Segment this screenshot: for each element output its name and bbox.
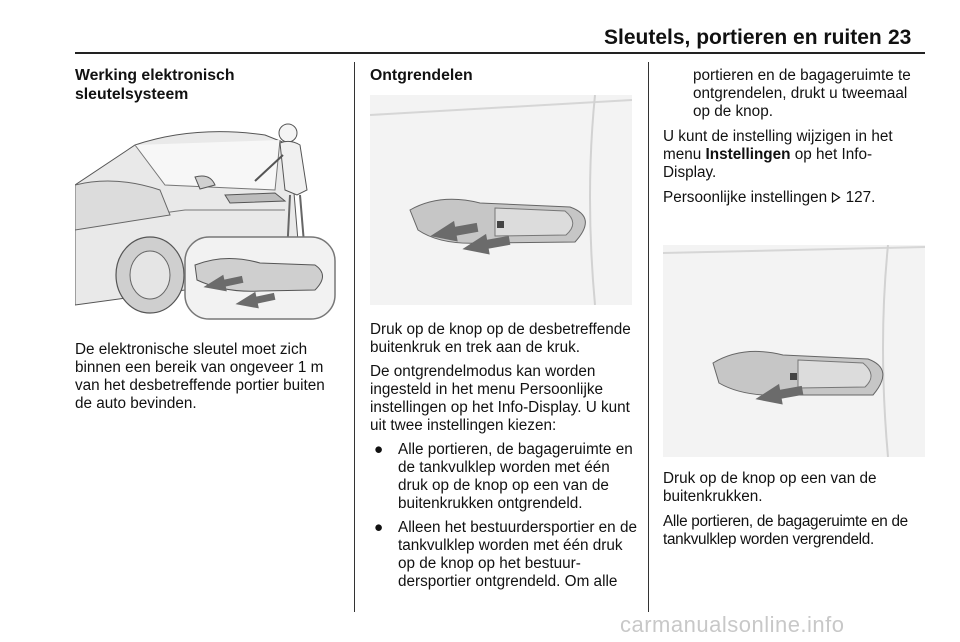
section-heading-unlock: Ontgrendelen (370, 67, 473, 84)
paragraph-personal-settings-ref (663, 189, 925, 207)
paragraph-unlock-mode: De ontgrendelmodus kan worden ingesteld in het menu Persoonlijke instellingen op het Info-Display. U kunt uit twee instellingen kiezen: (370, 363, 630, 434)
setting-text-b: op het Info-Display. (663, 146, 873, 181)
ref-page: 127. (841, 189, 876, 206)
paragraph-change-setting (663, 128, 925, 182)
running-header-title: Sleutels, portieren en ruiten (604, 26, 882, 49)
paragraph-all-locked: Alle portieren, de bagageruimte en de tankvulklep worden vergrendeld. (663, 513, 908, 548)
car-door-illustration (75, 115, 338, 323)
paragraph-key-range: De elektronische sleutel moet zich binnen een bereik van ongeveer 1 m van het desbetreffende portier buiten de auto bevinden. (75, 341, 325, 412)
page-number: 23 (888, 26, 912, 49)
lock-instruction-text (663, 470, 928, 549)
menu-settings-label: Instellingen (705, 146, 791, 163)
column-divider-1 (354, 62, 355, 612)
bullet-icon: ● (374, 441, 384, 458)
setting-text-a: U kunt de instelling wijzigen in het menu (663, 128, 893, 163)
list-item (370, 519, 638, 591)
section-heading-electronic-key: Werking elektronisch sleutelsysteem (75, 67, 235, 103)
bullet-icon: ● (374, 519, 384, 536)
list-item-text: Alleen het bestuurdersportier en de tankvulklep worden met één druk op de knop op het bestuurdersportier ontgrendeld. Om alle (398, 519, 637, 590)
list-item (370, 441, 638, 513)
column-divider-2 (648, 62, 649, 612)
page-reference-triangle-icon (831, 189, 841, 206)
paragraph-press-lock-button: Druk op de knop op een van de buitenkrukken. (663, 470, 877, 505)
lock-handle-illustration (663, 245, 925, 457)
unlock-handle-illustration (370, 95, 632, 305)
watermark: carmanualsonline.info (620, 612, 845, 637)
continued-text-block (663, 67, 925, 207)
paragraph-press-button: Druk op de knop op de desbetreffende buitenkruk en trek aan de kruk. (370, 321, 631, 356)
paragraph-continuation: portieren en de bagageruimte te ontgrendelen, drukt u tweemaal op de knop. (693, 67, 911, 120)
list-item-text: Alle portieren, de bagageruimte en de tankvulklep worden met één druk op de knop op een van de buitenkrukken ontgrendeld. (398, 441, 633, 512)
ref-text: Persoonlijke instellingen (663, 189, 832, 206)
unlock-instruction-text (370, 321, 638, 591)
header-rule (75, 52, 925, 54)
